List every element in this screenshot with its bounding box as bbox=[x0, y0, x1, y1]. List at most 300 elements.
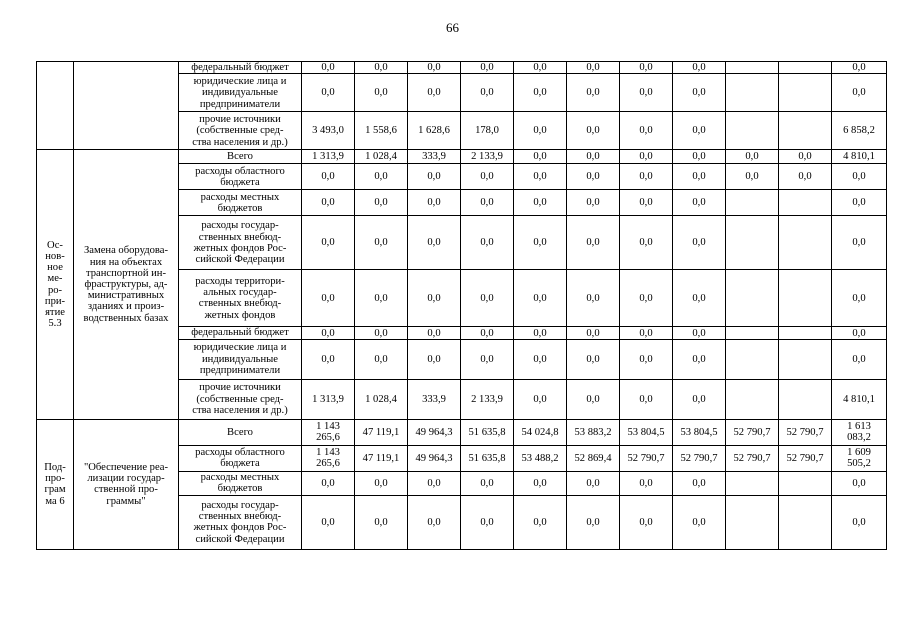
value-text: 3 493,0 bbox=[312, 125, 344, 137]
value-text: 53 488,2 bbox=[521, 452, 559, 464]
funding-source-cell bbox=[179, 62, 302, 74]
value-text: 0,0 bbox=[586, 237, 600, 249]
value-text: 0,0 bbox=[798, 171, 812, 183]
value-text: 0,0 bbox=[427, 237, 441, 249]
value-cell bbox=[514, 112, 567, 150]
measure-number-line: про- bbox=[45, 473, 65, 485]
measure-name-line: "Обеспечение реа- bbox=[83, 461, 169, 473]
measure-number-line: нов- bbox=[45, 251, 65, 262]
value-cell bbox=[355, 327, 408, 339]
value-text: 52 790,7 bbox=[627, 452, 665, 464]
value-text: 0,0 bbox=[639, 393, 653, 405]
value-text: 0,0 bbox=[852, 477, 866, 489]
value-cell bbox=[673, 495, 726, 549]
value-text: 265,6 bbox=[316, 458, 340, 470]
value-cell bbox=[408, 445, 461, 471]
value-cell bbox=[567, 445, 620, 471]
value-cell bbox=[832, 164, 887, 190]
value-cell bbox=[302, 164, 355, 190]
value-cell bbox=[408, 471, 461, 495]
value-text: 51 635,8 bbox=[468, 426, 506, 438]
value-text: 47 119,1 bbox=[362, 452, 400, 464]
value-text: 0,0 bbox=[852, 327, 866, 339]
funding-source-cell bbox=[179, 164, 302, 190]
value-cell bbox=[355, 112, 408, 150]
funding-source-line: расходы областного bbox=[195, 446, 285, 458]
funding-source-cell bbox=[179, 327, 302, 339]
value-cell bbox=[673, 445, 726, 471]
value-text: 0,0 bbox=[427, 62, 441, 74]
funding-source-line: расходы областного bbox=[195, 165, 285, 177]
value-text: 0,0 bbox=[533, 516, 547, 528]
measure-number-line: ятие bbox=[45, 307, 65, 319]
funding-source-cell bbox=[179, 379, 302, 419]
value-cell bbox=[832, 495, 887, 549]
value-text: 0,0 bbox=[852, 353, 866, 365]
value-text: 0,0 bbox=[639, 197, 653, 209]
funding-source-line: индивидуальные bbox=[201, 87, 279, 99]
funding-source-cell bbox=[179, 190, 302, 216]
measure-number-line: Под- bbox=[44, 461, 66, 473]
value-text: 0,0 bbox=[692, 393, 706, 405]
funding-source-line: жетных фондов Рос- bbox=[193, 522, 287, 534]
table-body bbox=[37, 62, 887, 550]
value-cell bbox=[567, 419, 620, 445]
measure-name-line: ния на объектах bbox=[89, 256, 163, 268]
value-text: 0,0 bbox=[427, 477, 441, 489]
value-cell bbox=[408, 62, 461, 74]
value-text: 1 613 bbox=[847, 421, 871, 433]
value-text: 0,0 bbox=[692, 516, 706, 528]
measure-number-line: ма 6 bbox=[45, 495, 65, 507]
value-cell bbox=[779, 62, 832, 74]
value-text: 1 028,4 bbox=[365, 151, 397, 163]
value-cell bbox=[726, 327, 779, 339]
value-text: 4 810,1 bbox=[843, 151, 875, 163]
funding-source-line: ственных внебюд- bbox=[198, 510, 282, 522]
value-text: 0,0 bbox=[692, 477, 706, 489]
value-cell bbox=[514, 216, 567, 270]
value-cell bbox=[408, 216, 461, 270]
value-text: 51 635,8 bbox=[468, 452, 506, 464]
value-text: 0,0 bbox=[533, 292, 547, 304]
value-cell bbox=[302, 62, 355, 74]
value-cell bbox=[726, 74, 779, 112]
value-text: 0,0 bbox=[533, 393, 547, 405]
value-text: 1 028,4 bbox=[365, 393, 397, 405]
measure-name-line: ственной про- bbox=[94, 484, 158, 496]
value-cell bbox=[461, 216, 514, 270]
value-cell bbox=[302, 339, 355, 379]
value-cell bbox=[567, 190, 620, 216]
measure-number-cell bbox=[37, 150, 74, 419]
funding-source-line: предприниматели bbox=[199, 365, 281, 377]
value-cell bbox=[302, 270, 355, 327]
value-cell bbox=[461, 495, 514, 549]
measure-number-line: Ос- bbox=[47, 239, 63, 251]
value-text: 49 964,3 bbox=[415, 426, 453, 438]
value-cell bbox=[779, 327, 832, 339]
value-cell bbox=[302, 445, 355, 471]
funding-source-line: индивидуальные bbox=[201, 353, 279, 365]
value-cell bbox=[673, 62, 726, 74]
measure-number-line: 5.3 bbox=[48, 318, 62, 330]
value-text: 0,0 bbox=[427, 87, 441, 99]
value-text: 0,0 bbox=[533, 353, 547, 365]
funding-source-line: федеральный бюджет bbox=[191, 327, 289, 339]
value-cell bbox=[355, 150, 408, 164]
value-text: 0,0 bbox=[692, 62, 706, 74]
value-text: 2 133,9 bbox=[471, 393, 503, 405]
measure-name-line: зданиях и произ- bbox=[87, 301, 165, 313]
value-cell bbox=[302, 150, 355, 164]
value-text: 0,0 bbox=[639, 171, 653, 183]
value-cell bbox=[779, 471, 832, 495]
value-cell bbox=[726, 150, 779, 164]
value-cell bbox=[514, 327, 567, 339]
value-text: 52 790,7 bbox=[786, 452, 824, 464]
value-text: 0,0 bbox=[321, 292, 335, 304]
value-cell bbox=[779, 419, 832, 445]
value-text: 0,0 bbox=[692, 171, 706, 183]
funding-source-cell bbox=[179, 339, 302, 379]
funding-source-line: прочие источники bbox=[199, 382, 281, 394]
value-cell bbox=[355, 339, 408, 379]
value-cell bbox=[779, 190, 832, 216]
value-cell bbox=[514, 74, 567, 112]
value-text: 52 869,4 bbox=[574, 452, 612, 464]
funding-source-line: юридические лица и bbox=[193, 75, 287, 87]
value-cell bbox=[514, 471, 567, 495]
value-cell bbox=[355, 270, 408, 327]
value-text: 0,0 bbox=[533, 125, 547, 137]
funding-source-cell bbox=[179, 150, 302, 164]
value-cell bbox=[620, 471, 673, 495]
value-text: 0,0 bbox=[374, 87, 388, 99]
funding-source-line: юридические лица и bbox=[193, 342, 287, 354]
value-cell bbox=[726, 190, 779, 216]
value-text: 0,0 bbox=[374, 353, 388, 365]
value-cell bbox=[355, 471, 408, 495]
value-cell bbox=[408, 495, 461, 549]
value-cell bbox=[726, 270, 779, 327]
funding-source-line: расходы государ- bbox=[201, 499, 279, 511]
value-cell bbox=[514, 339, 567, 379]
value-cell bbox=[832, 112, 887, 150]
value-text: 0,0 bbox=[639, 151, 653, 163]
value-cell bbox=[567, 471, 620, 495]
value-text: 4 810,1 bbox=[843, 393, 875, 405]
value-cell bbox=[408, 339, 461, 379]
measure-name-line: фраструктуры, ад- bbox=[84, 279, 168, 290]
value-text: 0,0 bbox=[374, 171, 388, 183]
value-text: 0,0 bbox=[321, 171, 335, 183]
value-cell bbox=[779, 150, 832, 164]
value-cell bbox=[461, 62, 514, 74]
value-cell bbox=[673, 74, 726, 112]
value-text: 0,0 bbox=[374, 62, 388, 74]
value-text: 0,0 bbox=[321, 197, 335, 209]
measure-number-line: при- bbox=[44, 295, 66, 307]
value-text: 333,9 bbox=[422, 151, 446, 163]
value-text: 0,0 bbox=[480, 62, 494, 74]
value-text: 0,0 bbox=[692, 125, 706, 137]
funding-source-cell bbox=[179, 445, 302, 471]
value-text: 0,0 bbox=[480, 477, 494, 489]
value-text: 0,0 bbox=[639, 353, 653, 365]
value-cell bbox=[355, 164, 408, 190]
value-cell bbox=[726, 164, 779, 190]
value-text: 53 804,5 bbox=[680, 426, 718, 438]
value-text: 0,0 bbox=[427, 197, 441, 209]
value-text: 0,0 bbox=[692, 87, 706, 99]
value-text: 0,0 bbox=[692, 151, 706, 163]
value-cell bbox=[461, 164, 514, 190]
value-text: 0,0 bbox=[374, 477, 388, 489]
value-text: 0,0 bbox=[480, 327, 494, 339]
value-text: 0,0 bbox=[480, 353, 494, 365]
value-cell bbox=[461, 419, 514, 445]
value-text: 0,0 bbox=[639, 87, 653, 99]
value-text: 54 024,8 bbox=[521, 426, 559, 438]
measure-number-line: ме- bbox=[47, 273, 63, 285]
value-cell bbox=[832, 419, 887, 445]
value-text: 2 133,9 bbox=[471, 151, 503, 163]
value-text: 0,0 bbox=[745, 151, 759, 163]
value-cell bbox=[514, 495, 567, 549]
value-text: 0,0 bbox=[639, 516, 653, 528]
value-cell bbox=[620, 112, 673, 150]
value-text: 0,0 bbox=[852, 516, 866, 528]
funding-source-line: расходы местных bbox=[200, 471, 280, 483]
value-cell bbox=[408, 164, 461, 190]
value-cell bbox=[408, 112, 461, 150]
value-text: 0,0 bbox=[586, 171, 600, 183]
value-cell bbox=[620, 150, 673, 164]
value-cell bbox=[779, 339, 832, 379]
value-text: 0,0 bbox=[852, 62, 866, 74]
value-text: 0,0 bbox=[639, 292, 653, 304]
value-cell bbox=[302, 74, 355, 112]
value-text: 49 964,3 bbox=[415, 452, 453, 464]
funding-source-line: (собственные сред- bbox=[196, 125, 284, 137]
value-cell bbox=[302, 112, 355, 150]
value-text: 0,0 bbox=[321, 237, 335, 249]
value-text: 1 558,6 bbox=[365, 125, 397, 137]
value-text: 0,0 bbox=[480, 292, 494, 304]
value-cell bbox=[673, 164, 726, 190]
value-cell bbox=[302, 327, 355, 339]
value-cell bbox=[620, 164, 673, 190]
value-text: 0,0 bbox=[480, 171, 494, 183]
value-cell bbox=[620, 270, 673, 327]
value-text: 0,0 bbox=[639, 62, 653, 74]
funding-source-line: сийской Федерации bbox=[195, 533, 285, 545]
funding-source-line: бюджета bbox=[220, 458, 260, 470]
value-cell bbox=[726, 445, 779, 471]
value-cell bbox=[567, 74, 620, 112]
measure-number-cell bbox=[37, 419, 74, 549]
value-text: 53 883,2 bbox=[574, 426, 612, 438]
value-cell bbox=[779, 379, 832, 419]
funding-source-line: ственных внебюд- bbox=[198, 298, 282, 310]
value-text: 0,0 bbox=[692, 237, 706, 249]
value-cell bbox=[832, 62, 887, 74]
value-cell bbox=[673, 327, 726, 339]
funding-source-line: бюджетов bbox=[217, 483, 263, 495]
value-cell bbox=[355, 190, 408, 216]
funding-source-line: предприниматели bbox=[199, 98, 281, 110]
value-cell bbox=[726, 112, 779, 150]
value-cell bbox=[779, 216, 832, 270]
value-text: 0,0 bbox=[533, 237, 547, 249]
value-text: 0,0 bbox=[374, 516, 388, 528]
value-cell bbox=[726, 216, 779, 270]
value-cell bbox=[461, 270, 514, 327]
value-text: 0,0 bbox=[692, 292, 706, 304]
value-cell bbox=[355, 62, 408, 74]
value-text: 0,0 bbox=[586, 327, 600, 339]
value-text: 0,0 bbox=[480, 237, 494, 249]
value-text: 265,6 bbox=[316, 432, 340, 444]
value-text: 0,0 bbox=[427, 353, 441, 365]
value-text: 0,0 bbox=[427, 171, 441, 183]
value-text: 47 119,1 bbox=[362, 426, 400, 438]
value-text: 0,0 bbox=[374, 237, 388, 249]
value-cell bbox=[673, 419, 726, 445]
value-cell bbox=[567, 216, 620, 270]
funding-source-line: бюджета bbox=[220, 176, 260, 188]
value-text: 0,0 bbox=[427, 292, 441, 304]
value-cell bbox=[461, 379, 514, 419]
value-cell bbox=[408, 190, 461, 216]
value-cell bbox=[514, 62, 567, 74]
value-cell bbox=[302, 419, 355, 445]
value-cell bbox=[302, 471, 355, 495]
measure-number-line: ное bbox=[47, 262, 63, 274]
value-text: 0,0 bbox=[852, 87, 866, 99]
value-cell bbox=[461, 74, 514, 112]
value-text: 0,0 bbox=[852, 292, 866, 304]
value-text: 0,0 bbox=[586, 292, 600, 304]
value-cell bbox=[673, 150, 726, 164]
measure-name-line: лизации государ- bbox=[87, 473, 165, 485]
funding-source-cell bbox=[179, 74, 302, 112]
funding-source-line: ства населения и др.) bbox=[192, 405, 288, 417]
value-text: 0,0 bbox=[427, 516, 441, 528]
value-cell bbox=[514, 164, 567, 190]
measure-name-line: граммы" bbox=[106, 495, 146, 507]
value-text: 0,0 bbox=[745, 171, 759, 183]
value-cell bbox=[673, 339, 726, 379]
funding-source-line: жетных фондов bbox=[204, 309, 276, 321]
value-cell bbox=[620, 62, 673, 74]
funding-source-line: Всего bbox=[227, 426, 253, 438]
funding-source-line: расходы местных bbox=[200, 191, 280, 203]
funding-source-line: ственных внебюд- bbox=[198, 231, 282, 243]
value-text: 0,0 bbox=[692, 327, 706, 339]
value-cell bbox=[514, 379, 567, 419]
value-cell bbox=[832, 74, 887, 112]
value-text: 0,0 bbox=[639, 477, 653, 489]
value-cell bbox=[779, 270, 832, 327]
value-cell bbox=[832, 150, 887, 164]
value-cell bbox=[355, 379, 408, 419]
value-text: 0,0 bbox=[427, 327, 441, 339]
value-text: 1 143 bbox=[316, 447, 340, 459]
value-text: 0,0 bbox=[639, 125, 653, 137]
value-cell bbox=[514, 419, 567, 445]
funding-source-line: ства населения и др.) bbox=[192, 136, 288, 148]
value-cell bbox=[408, 379, 461, 419]
value-text: 0,0 bbox=[852, 237, 866, 249]
value-cell bbox=[726, 495, 779, 549]
value-text: 0,0 bbox=[692, 353, 706, 365]
funding-source-cell bbox=[179, 112, 302, 150]
value-text: 0,0 bbox=[480, 87, 494, 99]
value-text: 0,0 bbox=[321, 477, 335, 489]
value-text: 0,0 bbox=[798, 151, 812, 163]
value-cell bbox=[408, 74, 461, 112]
value-cell bbox=[726, 379, 779, 419]
value-text: 52 790,7 bbox=[680, 452, 718, 464]
value-cell bbox=[832, 339, 887, 379]
funding-source-line: федеральный бюджет bbox=[191, 62, 289, 73]
value-cell bbox=[620, 190, 673, 216]
value-cell bbox=[567, 150, 620, 164]
funding-source-line: альных государ- bbox=[203, 287, 277, 298]
measure-name-cell bbox=[74, 150, 179, 419]
value-cell bbox=[832, 445, 887, 471]
value-cell bbox=[832, 471, 887, 495]
value-text: 0,0 bbox=[639, 327, 653, 339]
value-cell bbox=[461, 327, 514, 339]
funding-source-line: жетных фондов Рос- bbox=[193, 242, 287, 254]
value-cell bbox=[779, 445, 832, 471]
table-row bbox=[37, 419, 887, 445]
value-text: 52 790,7 bbox=[786, 426, 824, 438]
value-cell bbox=[355, 419, 408, 445]
value-text: 1 313,9 bbox=[312, 151, 344, 163]
value-text: 0,0 bbox=[374, 327, 388, 339]
value-cell bbox=[408, 419, 461, 445]
value-text: 0,0 bbox=[321, 87, 335, 99]
value-text: 0,0 bbox=[852, 171, 866, 183]
value-cell bbox=[779, 74, 832, 112]
value-text: 0,0 bbox=[586, 125, 600, 137]
value-cell bbox=[408, 150, 461, 164]
value-cell bbox=[832, 379, 887, 419]
value-cell bbox=[355, 495, 408, 549]
value-text: 0,0 bbox=[692, 197, 706, 209]
value-text: 52 790,7 bbox=[733, 426, 771, 438]
value-cell bbox=[567, 112, 620, 150]
value-cell bbox=[567, 164, 620, 190]
value-text: 083,2 bbox=[847, 432, 871, 444]
value-text: 0,0 bbox=[852, 197, 866, 209]
value-cell bbox=[514, 190, 567, 216]
value-cell bbox=[461, 445, 514, 471]
value-cell bbox=[355, 74, 408, 112]
measure-number-line: ро- bbox=[47, 284, 63, 296]
value-text: 0,0 bbox=[374, 292, 388, 304]
value-text: 6 858,2 bbox=[843, 125, 875, 137]
funding-source-cell bbox=[179, 419, 302, 445]
measure-number-line: грам bbox=[44, 484, 66, 496]
value-cell bbox=[673, 379, 726, 419]
value-text: 0,0 bbox=[586, 353, 600, 365]
value-cell bbox=[673, 190, 726, 216]
